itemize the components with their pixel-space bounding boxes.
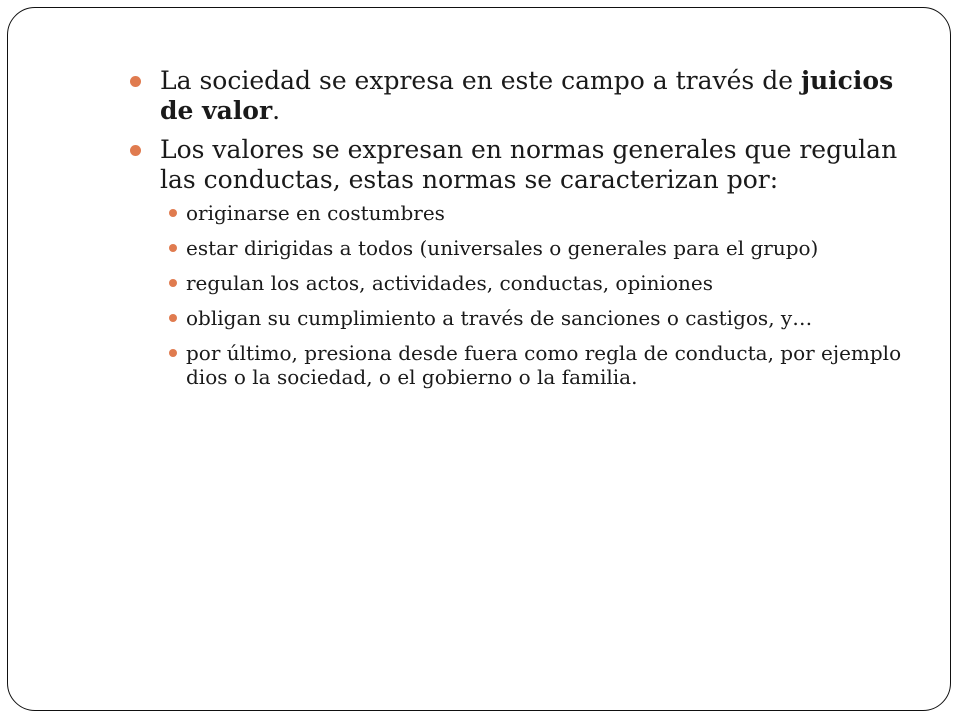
sub-bullet-item [160,201,928,225]
sub-bullet-text: originarse en costumbres [186,201,445,225]
bullet-2-text: Los valores se expresan en normas generales que regulan las conductas, estas normas se caracterizan por: [160,135,898,194]
sub-bullet-text: obligan su cumplimiento a través de sanciones o castigos, y… [186,306,813,330]
bullet-dot-icon [130,76,141,87]
bullet-list [128,66,928,389]
sub-bullet-dot-icon [169,209,177,217]
sub-bullet-item [160,236,928,260]
sub-bullet-list [160,201,928,389]
sub-bullet-item [160,306,928,330]
bullet-item-1 [128,66,928,126]
bullet-dot-icon [130,145,141,156]
sub-bullet-text: por último, presiona desde fuera como regla de conducta, por ejemplo dios o la sociedad, o el gobierno o la familia. [186,341,902,389]
bullet-1-text-end: . [272,96,281,125]
slide-content [128,66,928,400]
sub-bullet-dot-icon [169,349,177,357]
sub-bullet-dot-icon [169,314,177,322]
sub-bullet-item [160,271,928,295]
bullet-item-2 [128,135,928,389]
sub-bullet-dot-icon [169,244,177,252]
sub-bullet-dot-icon [169,279,177,287]
sub-bullet-text: estar dirigidas a todos (universales o generales para el grupo) [186,236,819,260]
sub-bullet-item [160,341,928,389]
bullet-1-bold-text: juicios de valor [160,66,894,125]
bullet-1-text: La sociedad se expresa en este campo a través de [160,66,801,95]
sub-bullet-text: regulan los actos, actividades, conductas, opiniones [186,271,713,295]
slide-frame [7,7,951,711]
